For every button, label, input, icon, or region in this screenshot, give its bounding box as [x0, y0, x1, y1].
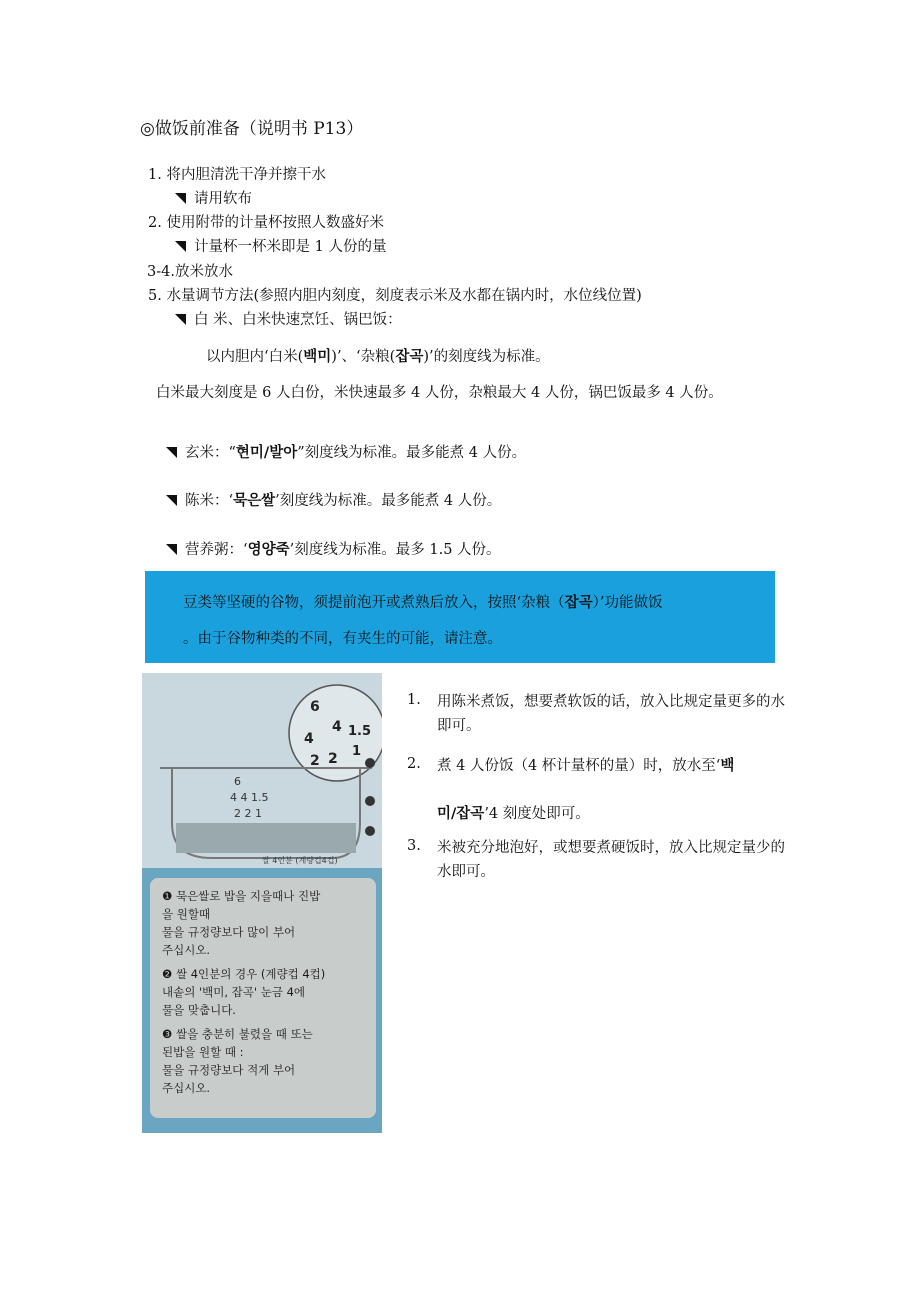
- list-number: 2.: [407, 756, 421, 772]
- bullet-porridge: 营养粥：‘영양죽’刻度线为标准。最多 1.5 人份。: [166, 538, 501, 559]
- svg-text:1.5: 1.5: [348, 724, 372, 739]
- svg-text:4: 4: [304, 731, 314, 747]
- triangle-bullet-icon: [175, 241, 186, 252]
- triangle-bullet-icon: [166, 447, 177, 458]
- step-2: 2. 使用附带的计量杯按照人数盛好米: [148, 215, 384, 231]
- pot-scale-drawing: [142, 673, 382, 868]
- list-item-1: 用陈米煮饭，想要煮软饭的话，放入比规定量更多的水即可。: [437, 694, 785, 734]
- svg-text:2 2 1: 2 2 1: [234, 807, 262, 820]
- notice-line-1: 豆类等坚硬的谷物，须提前泡开或煮熟后放入，按照‘杂粮（잡곡）’功能做饭: [183, 595, 663, 611]
- svg-text:2: 2: [328, 751, 338, 767]
- triangle-bullet-icon: [175, 193, 186, 204]
- step-5-standard: 以内胆内‘白米(백미)’、‘杂粮(잡곡)’的刻度线为标准。: [206, 349, 550, 365]
- step-1: 1. 将内胆清洗干净并擦干水: [148, 167, 326, 183]
- triangle-bullet-icon: [166, 544, 177, 555]
- svg-text:1: 1: [352, 744, 362, 759]
- list-number: 1.: [407, 692, 421, 708]
- svg-text:6: 6: [310, 699, 320, 715]
- step-1-note: 请用软布: [175, 187, 252, 208]
- triangle-bullet-icon: [166, 495, 177, 506]
- step-5-max: 白米最大刻度是 6 人白份，米快速最多 4 人份，杂粮最大 4 人份，锅巴饭最多 4 人份。: [156, 385, 723, 401]
- list-number: 3.: [407, 838, 421, 854]
- svg-text:4 4 1.5: 4 4 1.5: [230, 791, 269, 804]
- notice-box: [145, 571, 775, 663]
- svg-text:6: 6: [234, 775, 241, 788]
- page-title: ◎做饭前准备（说明书 P13）: [140, 119, 364, 139]
- step-3-4: 3-4.放米放水: [147, 264, 233, 280]
- step-2-note: 计量杯一杯米即是 1 人份的量: [175, 235, 386, 256]
- bullet-brown-rice: 玄米：“현미/발아”刻度线为标准。最多能煮 4 人份。: [166, 441, 526, 462]
- svg-text:4: 4: [332, 719, 342, 735]
- list-item-3: 米被充分地泡好，或想要煮硬饭时，放入比规定量少的水即可。: [437, 840, 785, 880]
- step-5: 5. 水量调节方法(参照内胆内刻度，刻度表示米及水都在锅内时，水位线位置): [148, 288, 642, 304]
- svg-text:쌀 4인분 (계량컵4컵): 쌀 4인분 (계량컵4컵): [262, 856, 338, 865]
- notice-line-2: 。由于谷物种类的不同，有夹生的可能，请注意。: [183, 631, 502, 647]
- korean-instruction-card: ❶ 묵은쌀로 밥을 지을때나 진밥 을 원할때 물을 규정량보다 많이 부어 주십시오. ❷ 쌀 4인분의 경우 (계량컵 4컵) 내솥의 '백미, 잡곡' 눈금 4에 물을 맞춥니다. ❸ 쌀을 충분히 불렸을 때 또는 된밥을 원할 때 : 물을 규정량보다 적게 부어 주십시오.: [150, 878, 376, 1118]
- manual-photo: [142, 673, 382, 1133]
- svg-text:2: 2: [310, 753, 320, 769]
- list-item-2: 煮 4 人份饭（4 杯计量杯的量）时，放水至‘백 미/잡곡’4 刻度处即可。: [437, 758, 735, 822]
- bullet-old-rice: 陈米：‘묵은쌀’刻度线为标准。最多能煮 4 人份。: [166, 489, 501, 510]
- inner-pot-diagram: [142, 673, 382, 868]
- step-5-note: 白 米、白米快速烹饪、锅巴饭：: [175, 308, 402, 329]
- triangle-bullet-icon: [175, 314, 186, 325]
